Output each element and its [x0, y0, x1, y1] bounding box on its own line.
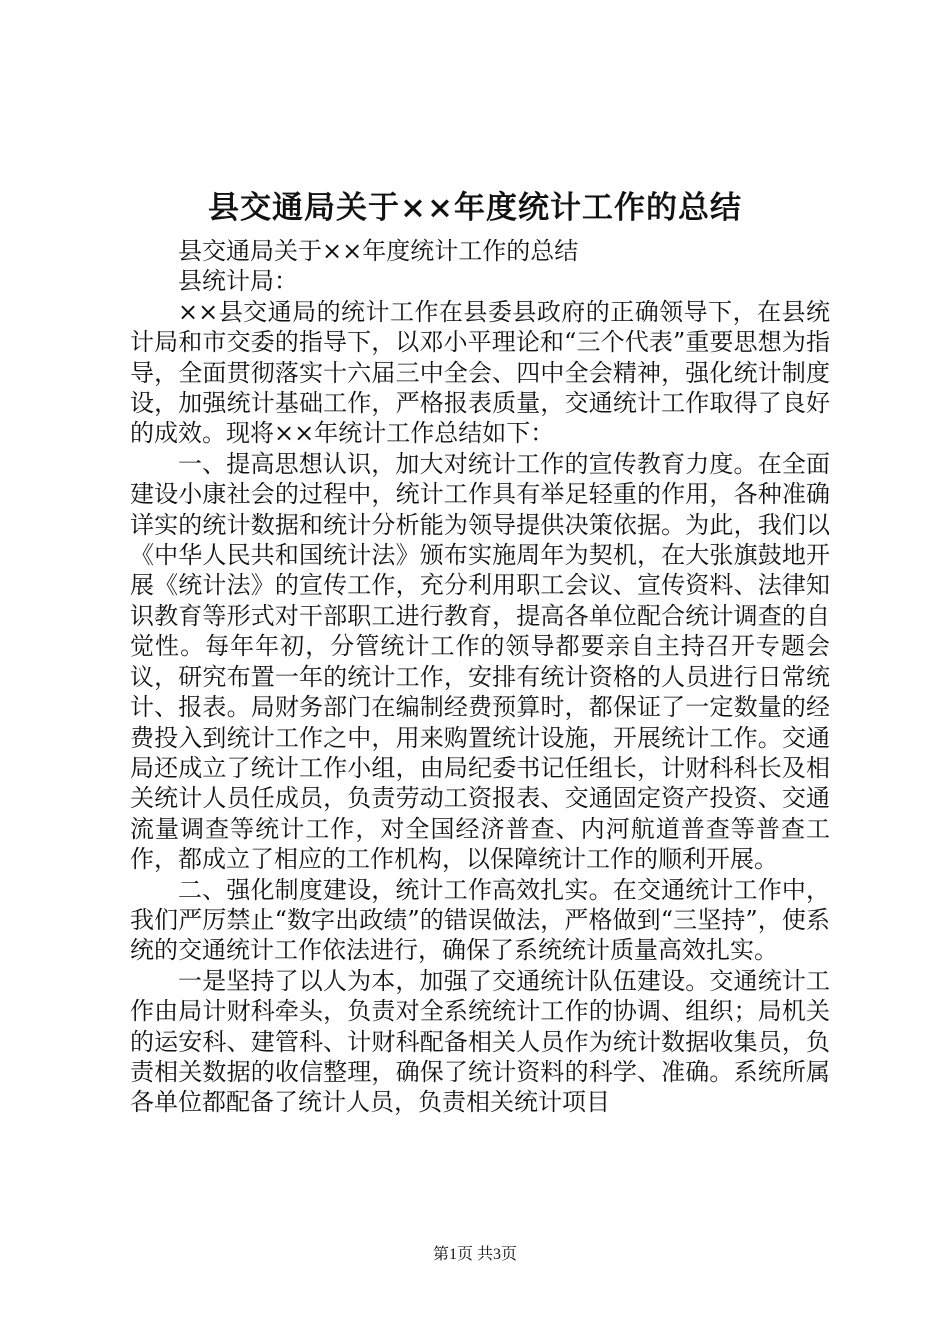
body-paragraph: 县统计局： — [178, 267, 298, 296]
document-body — [130, 236, 830, 1118]
document-title: 县交通局关于××年度统计工作的总结 — [208, 190, 742, 226]
body-paragraph: ××县交通局的统计工作在县委县政府的正确领导下，在县统计局和市交委的指导下，以邓小平理论和“三个代表”重要思想为指导，全面贯彻落实十六届三中全会、四中全会精神，强化统计制度设，加强统计基础工作，严格报表质量，交通统计工作取得了良好的成效。现将××年统计工作总结如下： — [130, 297, 830, 448]
body-paragraph: 二、强化制度建设，统计工作高效扎实。在交通统计工作中，我们严厉禁止“数字出政绩”的错误做法，严格做到“三坚持”，使系统的交通统计工作依法进行，确保了系统统计质量高效扎实。 — [130, 875, 830, 965]
body-paragraph: 一、提高思想认识，加大对统计工作的宣传教育力度。在全面建设小康社会的过程中，统计工作具有举足轻重的作用，各种准确详实的统计数据和统计分析能为领导提供决策依据。为此，我们以《中华人民共和国统计法》颁布实施周年为契机，在大张旗鼓地开展《统计法》的宣传工作，充分利用职工会议、宣传资料、法律知识教育等形式对干部职工进行教育，提高各单位配合统计调查的自觉性。每年年初，分管统计工作的领导都要亲自主持召开专题会议，研究布置一年的统计工作，安排有统计资格的人员进行日常统计、报表。局财务部门在编制经费预算时，都保证了一定数量的经费投入到统计工作之中，用来购置统计设施，开展统计工作。交通局还成立了统计工作小组，由局纪委书记任组长，计财科科长及相关统计人员任成员，负责劳动工资报表、交通固定资产投资、交通流量调查等统计工作，对全国经济普查、内河航道普查等普查工作，都成立了相应的工作机构，以保障统计工作的顺利开展。 — [130, 449, 830, 874]
page-footer: 第1页 共3页 — [432, 1246, 517, 1263]
body-paragraph: 县交通局关于××年度统计工作的总结 — [178, 237, 579, 265]
body-paragraph: 一是坚持了以人为本，加强了交通统计队伍建设。交通统计工作由局计财科牵头，负责对全系统统计工作的协调、组织；局机关的运安科、建管科、计财科配备相关人员作为统计数据收集员，负责相关数据的收信整理，确保了统计资料的科学、准确。系统所属各单位都配备了统计人员，负责相关统计项目 — [130, 966, 830, 1117]
